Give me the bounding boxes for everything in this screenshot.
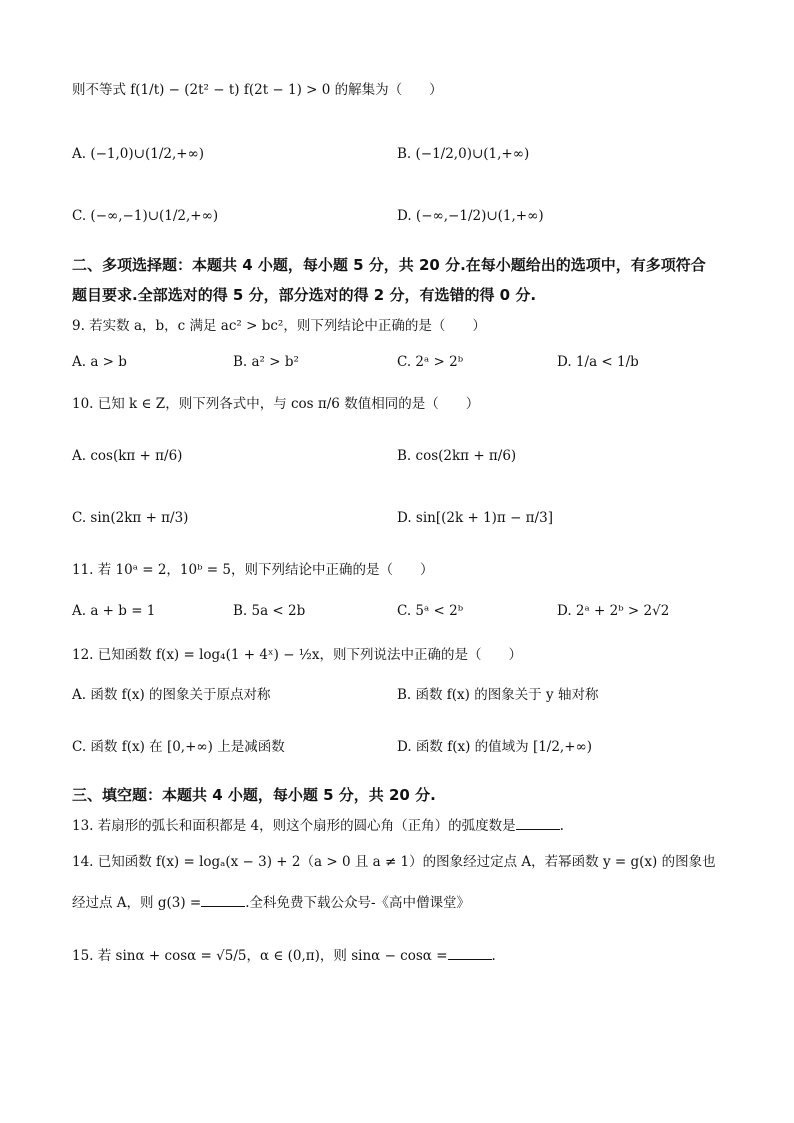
q9-option-b: B. a² > b² [233,354,299,370]
q13-end: . [559,818,564,834]
q8-option-d: D. (−∞,−1/2)∪(1,+∞) [397,208,544,224]
q11-stem: 11. 若 10ᵃ = 2，10ᵇ = 5，则下列结论中正确的是（ ） [72,562,434,578]
q12-option-c: C. 函数 f(x) 在 [0,+∞) 上是减函数 [72,739,285,755]
q10-option-a: A. cos(kπ + π/6) [72,448,183,464]
q12-option-b: B. 函数 f(x) 的图象关于 y 轴对称 [397,687,599,703]
q12-option-d: D. 函数 f(x) 的值域为 [1/2,+∞) [397,739,593,755]
q15-answer-blank[interactable] [448,947,492,960]
q12-stem: 12. 已知函数 f(x) = log₄(1 + 4ˣ) − ½x，则下列说法中正确的是（ ） [72,647,523,663]
q14-answer-blank[interactable] [201,894,245,907]
section2-heading-line2: 题目要求.全部选对的得 5 分，部分选对的得 2 分，有选错的得 0 分. [72,286,537,304]
q11-option-a: A. a + b = 1 [72,603,156,619]
q11-option-c: C. 5ᵃ < 2ᵇ [397,603,464,619]
q9-option-d: D. 1/a < 1/b [557,354,639,370]
section3-heading: 三、填空题：本题共 4 小题，每小题 5 分，共 20 分. [72,786,436,804]
q9-stem: 9. 若实数 a，b，c 满足 ac² > bc²，则下列结论中正确的是（ ） [72,318,486,334]
q10-option-c: C. sin(2kπ + π/3) [72,510,189,526]
q13-text: 13. 若扇形的弧长和面积都是 4，则这个扇形的圆心角（正角）的弧度数是 [72,818,516,834]
q12-option-a: A. 函数 f(x) 的图象关于原点对称 [72,687,271,703]
q14-line2-pre: 经过点 A，则 g(3) = [72,895,202,911]
q14-line1: 14. 已知函数 f(x) = logₐ(x − 3) + 2（a > 0 且 a ≠ 1）的图象经过定点 A，若幂函数 y = g(x) 的图象也 [72,854,716,870]
q8-option-a: A. (−1,0)∪(1/2,+∞) [72,146,205,162]
q11-option-b: B. 5a < 2b [233,603,306,619]
q10-option-b: B. cos(2kπ + π/6) [397,448,517,464]
q8-option-b: B. (−1/2,0)∪(1,+∞) [397,146,530,162]
q11-option-d: D. 2ᵃ + 2ᵇ > 2√2 [557,603,670,619]
q14-line2 [72,893,470,913]
q13-line [72,816,564,836]
q9-option-a: A. a > b [72,354,127,370]
q9-option-c: C. 2ᵃ > 2ᵇ [397,354,464,370]
q8-option-c: C. (−∞,−1)∪(1/2,+∞) [72,208,219,224]
q8-stem: 则不等式 f(1/t) − (2t² − t) f(2t − 1) > 0 的解集为（ ） [72,82,443,98]
q10-stem: 10. 已知 k ∈ Z，则下列各式中，与 cos π/6 数值相同的是（ ） [72,396,480,412]
q14-line2-post: .全科免费下载公众号-《高中僧课堂》 [245,895,471,911]
q15-text: 15. 若 sinα + cosα = √5/5，α ∈ (0,π)，则 sinα − cosα = [72,948,448,964]
section2-heading-line1: 二、多项选择题：本题共 4 小题，每小题 5 分，共 20 分.在每小题给出的选项中，有多项符合 [72,256,706,274]
q13-answer-blank[interactable] [516,817,560,830]
q10-option-d: D. sin[(2k + 1)π − π/3] [397,510,553,526]
q15-line [72,946,496,966]
q15-end: . [491,948,496,964]
